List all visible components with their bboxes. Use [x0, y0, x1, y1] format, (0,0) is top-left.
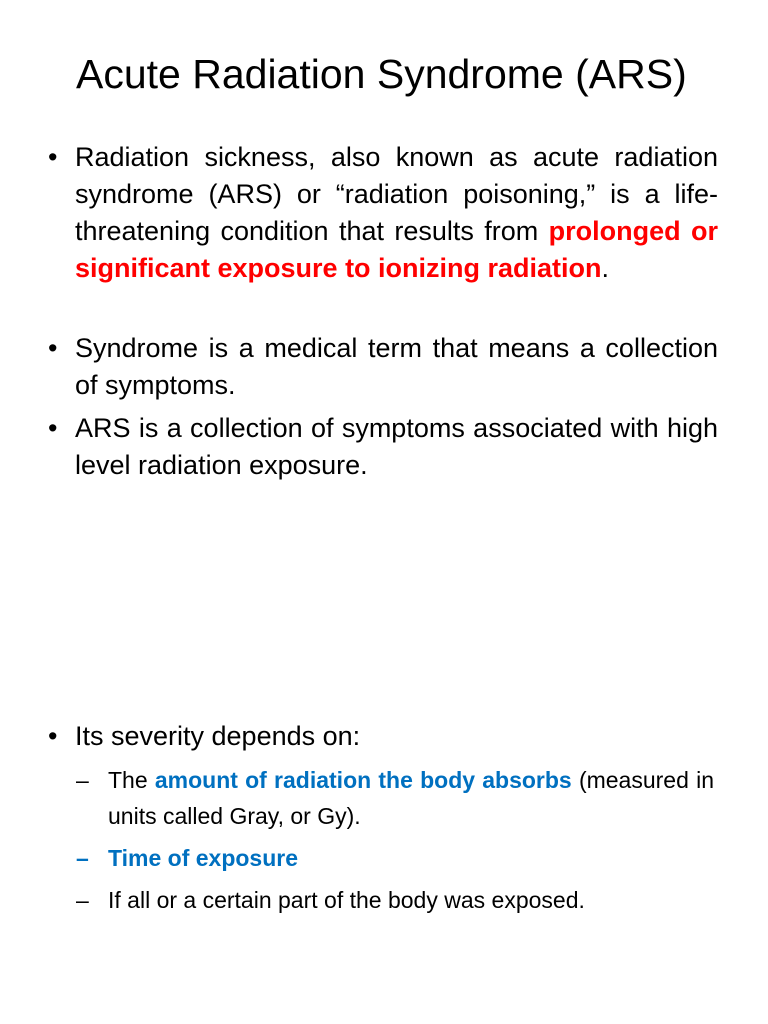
bullet-text: Its severity depends on:: [75, 721, 361, 751]
bullet-dot-icon: •: [48, 142, 58, 172]
bullet-item-severity: [48, 718, 718, 755]
sub-text-highlight-blue: amount of radiation the body absorbs: [154, 767, 572, 793]
sub-item-text: [108, 762, 714, 834]
bullet-text: Syndrome is a medical term that means a collection of symptoms.: [75, 333, 718, 400]
sub-item-text: If all or a certain part of the body was exposed.: [108, 887, 585, 913]
bullet-text: ARS is a collection of symptoms associated with high level radiation exposure.: [75, 413, 718, 480]
bullet-text-highlight-red: prolonged or significant exposure to ionizing radiation: [75, 216, 718, 283]
bullet-text-plain-end: .: [601, 253, 610, 283]
sub-item-time-of-exposure: [76, 840, 716, 876]
sub-text-plain-end: (measured in units called Gray, or Gy).: [108, 767, 714, 829]
bullet-item-ars-definition: [48, 139, 718, 324]
slide-title: Acute Radiation Syndrome (ARS): [76, 51, 687, 97]
sub-item-text: Time of exposure: [108, 845, 299, 871]
sub-dash-icon: –: [76, 767, 89, 793]
bullet-dot-icon: •: [48, 721, 58, 751]
sub-item-body-part-exposed: [76, 882, 716, 918]
bullet-text: [75, 139, 718, 287]
bullet-dot-icon: •: [48, 333, 58, 363]
sub-dash-icon: –: [76, 887, 89, 913]
bullet-item-ars-collection: [48, 410, 718, 484]
bullet-dot-icon: •: [48, 413, 58, 443]
sub-item-amount-absorbed: [76, 762, 716, 834]
bullet-text-plain: Radiation sickness, also known as acute radiation syndrome (ARS) or “radiation poisoning,” is a life-threatening condition that results from: [75, 142, 718, 246]
bullet-item-syndrome: [48, 330, 718, 404]
sub-dash-icon: –: [76, 845, 89, 871]
sub-text-plain: The: [108, 767, 155, 793]
